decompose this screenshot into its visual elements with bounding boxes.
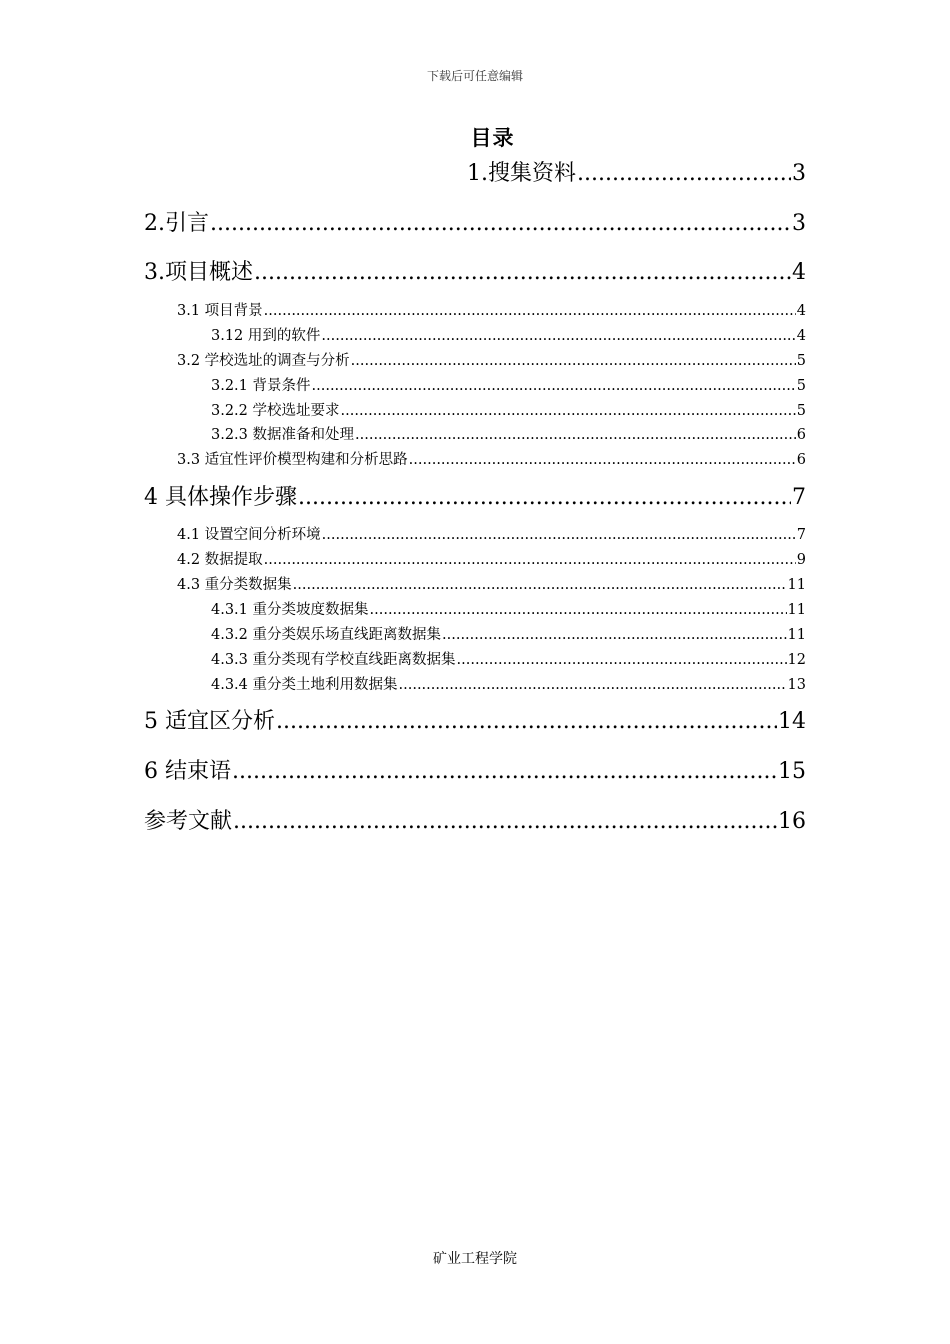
toc-leader-dots	[457, 649, 787, 671]
toc-entry-background-conditions[interactable]	[211, 375, 806, 397]
toc-entry-label: 3.2.3 数据准备和处理	[211, 427, 355, 443]
toc-entry-label: 3.1 项目背景	[177, 303, 263, 319]
toc-entry-references[interactable]	[144, 807, 806, 837]
toc-entry-label: 3.2.2 学校选址要求	[211, 403, 340, 419]
toc-entry-page: 3	[792, 211, 806, 236]
toc-entry-page: 11	[787, 602, 806, 618]
toc-entry-page: 5	[796, 353, 806, 369]
toc-entry-label: 2.引言	[144, 211, 209, 236]
toc-leader-dots	[370, 599, 787, 621]
toc-entry-label: 4.1 设置空间分析环境	[177, 527, 321, 543]
toc-leader-dots	[293, 574, 787, 596]
toc-entry-page: 4	[796, 303, 806, 319]
toc-title: 目录	[470, 125, 515, 150]
toc-leader-dots	[321, 325, 795, 347]
toc-entry-page: 11	[787, 627, 806, 643]
toc-leader-dots	[341, 400, 796, 422]
page-header: 下载后可任意编辑	[426, 69, 523, 83]
toc-entry-reclassify-recreation[interactable]	[211, 624, 806, 646]
toc-leader-dots	[409, 449, 796, 471]
toc-entry-site-survey[interactable]	[177, 350, 806, 372]
toc-entry-label: 3.3 适宜性评价模型构建和分析思路	[177, 452, 408, 468]
toc-entry-page: 6	[796, 452, 806, 468]
toc-leader-dots	[298, 483, 791, 513]
page-footer: 矿业工程学院	[433, 1251, 517, 1267]
toc-entry-reclassify-datasets[interactable]	[177, 574, 806, 596]
toc-entry-page: 4	[796, 328, 806, 344]
toc-entry-page: 12	[787, 652, 806, 668]
toc-entry-page: 3	[792, 161, 806, 186]
toc-entry-page: 6	[796, 427, 806, 443]
toc-entry-page: 11	[787, 577, 806, 593]
toc-entry-introduction[interactable]	[144, 209, 806, 239]
toc-leader-dots	[399, 674, 787, 696]
toc-entry-page: 7	[796, 527, 806, 543]
toc-entry-label: 3.项目概述	[144, 260, 253, 285]
toc-entry-label: 3.2 学校选址的调查与分析	[177, 353, 350, 369]
toc-entry-label: 3.12 用到的软件	[211, 328, 321, 344]
toc-entry-page: 5	[796, 378, 806, 394]
toc-entry-spatial-environment[interactable]	[177, 524, 806, 546]
toc-entry-reclassify-schools[interactable]	[211, 649, 806, 671]
toc-leader-dots	[442, 624, 787, 646]
toc-entry-page: 9	[796, 552, 806, 568]
toc-entry-software-used[interactable]	[211, 325, 806, 347]
toc-leader-dots	[355, 424, 796, 446]
toc-entry-collect-materials[interactable]	[467, 159, 806, 189]
toc-entry-page: 15	[778, 759, 806, 784]
toc-entry-label: 1.搜集资料	[467, 161, 576, 186]
toc-leader-dots	[276, 707, 777, 737]
toc-leader-dots	[210, 209, 791, 239]
toc-entry-label: 4.3.4 重分类土地利用数据集	[211, 677, 398, 693]
toc-entry-page: 13	[787, 677, 806, 693]
toc-entry-data-extraction[interactable]	[177, 549, 806, 571]
toc-leader-dots	[232, 757, 777, 787]
toc-entry-suitability-analysis[interactable]	[144, 707, 806, 737]
toc-entry-page: 4	[792, 260, 806, 285]
toc-leader-dots	[264, 300, 796, 322]
toc-entry-project-overview[interactable]	[144, 258, 806, 288]
toc-leader-dots	[264, 549, 796, 571]
toc-entry-label: 5 适宜区分析	[144, 709, 275, 734]
toc-entry-label: 6 结束语	[144, 759, 231, 784]
toc-entry-page: 5	[796, 403, 806, 419]
toc-entry-page: 7	[792, 485, 806, 510]
toc-leader-dots	[351, 350, 796, 372]
toc-entry-project-background[interactable]	[177, 300, 806, 322]
toc-entry-label: 4.2 数据提取	[177, 552, 263, 568]
toc-entry-label: 4 具体操作步骤	[144, 485, 297, 510]
toc-entry-reclassify-slope[interactable]	[211, 599, 806, 621]
toc-entry-page: 14	[778, 709, 806, 734]
toc-entry-label: 4.3.3 重分类现有学校直线距离数据集	[211, 652, 456, 668]
toc-entry-site-requirements[interactable]	[211, 400, 806, 422]
toc-entry-label: 3.2.1 背景条件	[211, 378, 311, 394]
toc-entry-label: 4.3 重分类数据集	[177, 577, 292, 593]
toc-entry-reclassify-landuse[interactable]	[211, 674, 806, 696]
toc-leader-dots	[233, 807, 777, 837]
toc-entry-data-preparation[interactable]	[211, 424, 806, 446]
toc-entry-label: 4.3.1 重分类坡度数据集	[211, 602, 369, 618]
toc-entry-label: 4.3.2 重分类娱乐场直线距离数据集	[211, 627, 442, 643]
toc-entry-page: 16	[778, 809, 806, 834]
toc-entry-operation-steps[interactable]	[144, 483, 806, 513]
toc-entry-evaluation-model[interactable]	[177, 449, 806, 471]
toc-entry-conclusion[interactable]	[144, 757, 806, 787]
toc-leader-dots	[577, 159, 791, 189]
toc-leader-dots	[254, 258, 791, 288]
toc-leader-dots	[322, 524, 796, 546]
toc-leader-dots	[312, 375, 796, 397]
toc-entry-label: 参考文献	[144, 809, 233, 834]
